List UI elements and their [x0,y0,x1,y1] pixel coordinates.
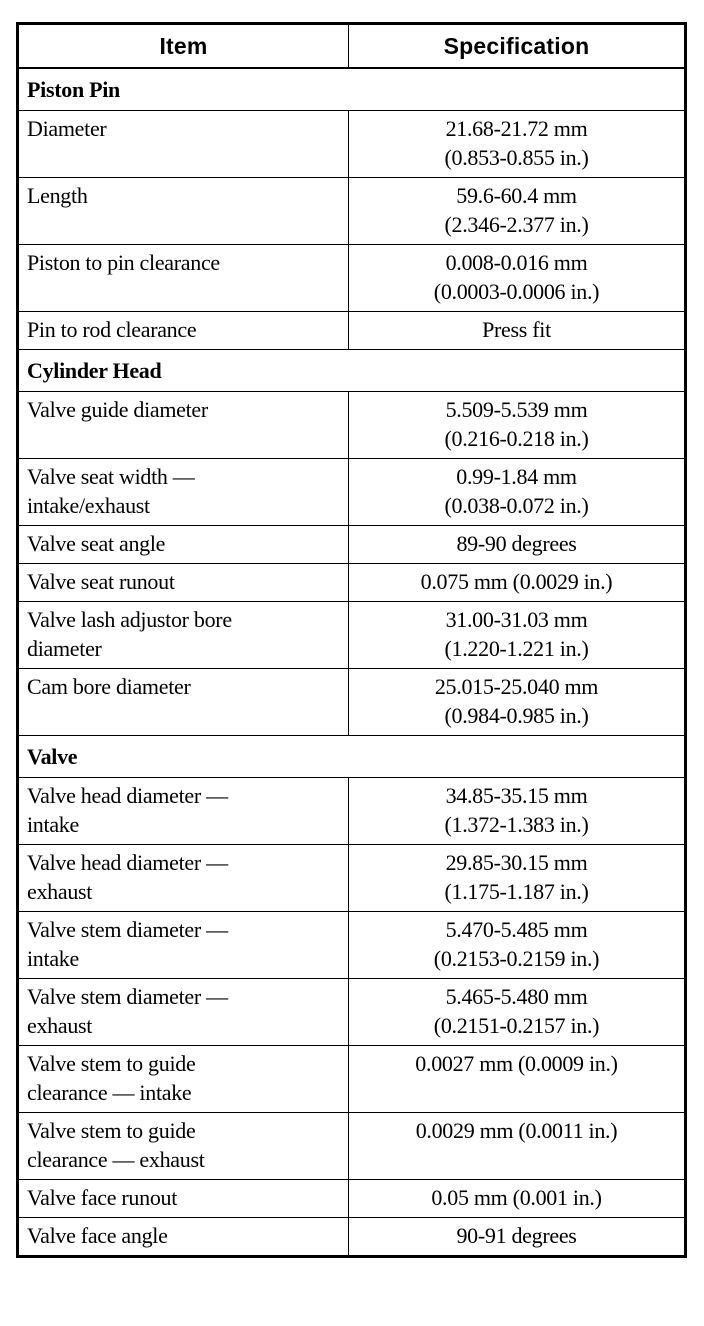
spec-cell [349,845,686,912]
table-row [18,178,686,245]
item-text: Valve stem to guide [27,1118,196,1143]
section-row-piston-pin [18,68,686,111]
spec-cell [349,178,686,245]
item-text: Valve stem diameter — [27,984,228,1009]
spec-cell [349,979,686,1046]
item-text: Diameter [27,116,107,141]
spec-value: 21.68-21.72 mm [445,116,588,141]
item-text: Valve stem to guide [27,1051,196,1076]
spec-cell [349,912,686,979]
spec-cell [349,564,686,602]
item-cell [18,459,349,526]
item-cell [18,1218,349,1257]
spec-cell [349,669,686,736]
spec-cell [349,459,686,526]
section-title: Piston Pin [18,68,686,111]
table-row [18,111,686,178]
item-cell [18,564,349,602]
item-cell [18,912,349,979]
item-text: exhaust [27,879,93,904]
table-row [18,392,686,459]
item-cell [18,602,349,669]
spec-value: 5.465-5.480 mm [445,984,588,1009]
spec-cell [349,1113,686,1180]
table-row [18,845,686,912]
table-row [18,778,686,845]
section-row-valve [18,736,686,778]
table-row [18,602,686,669]
item-text: clearance — exhaust [27,1147,205,1172]
spec-cell [349,1218,686,1257]
spec-cell [349,111,686,178]
item-cell [18,111,349,178]
item-cell [18,392,349,459]
item-text: Valve seat width — [27,464,195,489]
table-row [18,1113,686,1180]
item-cell [18,312,349,350]
spec-value: (0.2151-0.2157 in.) [433,1013,600,1038]
spec-value: Press fit [482,317,551,342]
spec-value: 0.0027 mm (0.0009 in.) [415,1051,618,1076]
table-row [18,312,686,350]
spec-value: (0.216-0.218 in.) [444,426,589,451]
item-text: Cam bore diameter [27,674,191,699]
item-text: Valve seat angle [27,531,166,556]
item-text: exhaust [27,1013,93,1038]
item-text: Pin to rod clearance [27,317,197,342]
spec-table [16,22,687,1258]
spec-value: 0.075 mm (0.0029 in.) [420,569,613,594]
item-text: Valve guide diameter [27,397,208,422]
section-title: Valve [18,736,686,778]
item-cell [18,526,349,564]
spec-value: 25.015-25.040 mm [434,674,599,699]
header-specification: Specification [349,24,686,69]
spec-value: 34.85-35.15 mm [445,783,588,808]
spec-value: (2.346-2.377 in.) [444,212,589,237]
item-text: Valve stem diameter — [27,917,228,942]
item-text: Length [27,183,88,208]
item-text: Valve face angle [27,1223,168,1248]
item-text: diameter [27,636,102,661]
spec-value: (0.2153-0.2159 in.) [433,946,600,971]
section-title: Cylinder Head [18,350,686,392]
spec-cell [349,245,686,312]
table-row [18,1218,686,1257]
table-row [18,1046,686,1113]
spec-cell [349,778,686,845]
spec-value: 5.470-5.485 mm [445,917,588,942]
item-text: intake [27,812,79,837]
item-text: clearance — intake [27,1080,192,1105]
spec-value: (0.0003-0.0006 in.) [433,279,600,304]
table-row [18,564,686,602]
spec-value: 0.05 mm (0.001 in.) [431,1185,602,1210]
spec-value: 29.85-30.15 mm [445,850,588,875]
section-row-cylinder-head [18,350,686,392]
table-row [18,526,686,564]
item-cell [18,245,349,312]
spec-cell [349,1180,686,1218]
table-row [18,912,686,979]
item-text: intake [27,946,79,971]
table-row [18,1180,686,1218]
spec-value: (0.038-0.072 in.) [444,493,589,518]
item-text: Piston to pin clearance [27,250,220,275]
spec-value: (1.175-1.187 in.) [444,879,589,904]
spec-table-body [18,68,686,1257]
spec-cell [349,1046,686,1113]
item-cell [18,979,349,1046]
spec-value: (0.984-0.985 in.) [444,703,589,728]
item-text: Valve lash adjustor bore [27,607,232,632]
item-text: Valve head diameter — [27,783,228,808]
item-cell [18,1113,349,1180]
spec-cell [349,392,686,459]
spec-cell [349,526,686,564]
spec-cell [349,312,686,350]
spec-value: 89-90 degrees [456,531,577,556]
item-cell [18,778,349,845]
spec-value: (0.853-0.855 in.) [444,145,589,170]
item-cell [18,845,349,912]
spec-value: 90-91 degrees [456,1223,577,1248]
spec-value: 5.509-5.539 mm [445,397,588,422]
item-text: Valve head diameter — [27,850,228,875]
table-row [18,459,686,526]
spec-value: (1.372-1.383 in.) [444,812,589,837]
spec-value: 0.008-0.016 mm [445,250,588,275]
item-text: Valve face runout [27,1185,178,1210]
table-row [18,979,686,1046]
spec-value: 31.00-31.03 mm [445,607,588,632]
header-row [18,24,686,69]
item-cell [18,1180,349,1218]
item-cell [18,1046,349,1113]
header-item: Item [18,24,349,69]
spec-value: 0.99-1.84 mm [456,464,577,489]
spec-value: 59.6-60.4 mm [456,183,577,208]
item-cell [18,669,349,736]
spec-cell [349,602,686,669]
item-cell [18,178,349,245]
table-row [18,669,686,736]
spec-value: 0.0029 mm (0.0011 in.) [415,1118,618,1143]
item-text: Valve seat runout [27,569,175,594]
spec-value: (1.220-1.221 in.) [444,636,589,661]
item-text: intake/exhaust [27,493,150,518]
table-row [18,245,686,312]
